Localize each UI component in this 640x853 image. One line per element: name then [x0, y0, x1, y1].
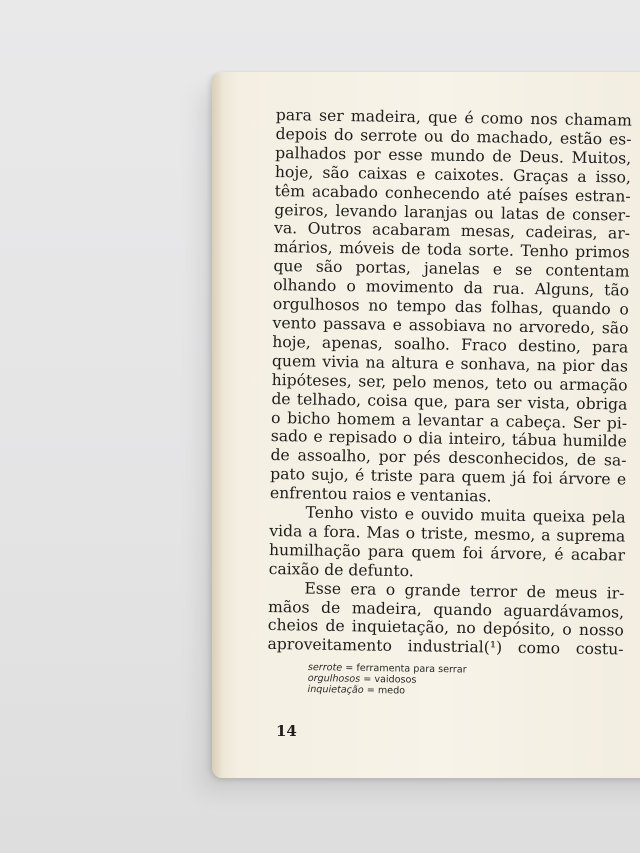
text-line: caixão de defunto.: [268, 559, 414, 580]
page-number: 14: [276, 722, 297, 740]
text-line: hoje, são caixas e caixotes. Graças a isso,: [274, 162, 632, 187]
text-line: cheios de inquietação, no depósito, o nosso: [267, 616, 624, 640]
text-line: pato sujo, é triste para quem já foi árvore e: [270, 465, 627, 489]
text-line: va. Outros acabaram mesas, cadeiras, ar-: [273, 219, 631, 244]
text-line: olhando o movimento da rua. Alguns, tão: [273, 276, 630, 300]
text-line: vento passava e assobiava no arvoredo, são: [272, 313, 629, 338]
text-line: vida a fora. Mas o triste, mesmo, a suprema: [269, 521, 626, 546]
footnote-term: inquietação: [307, 683, 364, 696]
footnote-term: serrote: [307, 662, 343, 674]
text-line: hipóteses, ser, pelo menos, teto ou armação: [271, 370, 628, 395]
text-line: depois do serrote ou do machado, estão es-: [275, 124, 632, 149]
text-line: hoje, apenas, soalho. Fraco destino, para: [272, 332, 629, 357]
text-line: mários, móveis de toda sorte. Tenho primos: [273, 238, 630, 262]
text-line: enfrentou raios e ventanias.: [269, 484, 492, 506]
footnote-definition: = vaidosos: [363, 673, 417, 686]
text-line: orgulhosos no tempo das folhas, quando o: [272, 295, 629, 319]
body-text: [267, 106, 632, 660]
text-line: humilhação para quem foi árvore, é acabar: [268, 540, 626, 565]
text-line: o bicho homem a levantar a cabeça. Ser pi-: [270, 408, 628, 433]
text-line: palhados por esse mundo de Deus. Muitos,: [275, 143, 632, 168]
text-line: quem vivia na altura e sonhava, na pior das: [271, 351, 629, 376]
text-line: para ser madeira, que é como nos chamam: [275, 106, 632, 130]
page-edge: [212, 72, 222, 778]
text-line: que são portas, janelas e se contentam: [273, 257, 630, 281]
footnotes: [307, 662, 466, 697]
text-line: mãos de madeira, quando aguardávamos,: [267, 597, 625, 622]
footnote-term: orgulhosos: [307, 672, 361, 685]
text-line: aproveitamento industrial(¹) como costu-: [267, 635, 624, 659]
text-line: têm acabado conhecendo até países estran-: [274, 181, 631, 206]
text-line: de telhado, coisa que, para ser vista, obriga: [271, 389, 628, 414]
text-line: Esse era o grande terror de meus ir-: [304, 579, 625, 603]
footnote-definition: = medo: [366, 684, 406, 697]
text-line: de assoalho, por pés desconhecidos, de sa-: [270, 446, 627, 470]
footnote-definition: = ferramenta para serrar: [345, 662, 467, 676]
text-line: Tenho visto e ouvido muita queixa pela: [305, 503, 626, 527]
text-line: geiros, levando laranjas ou latas de conser-: [274, 200, 631, 225]
text-line: sado e repisado o dia inteiro, tábua humilde: [270, 427, 627, 451]
